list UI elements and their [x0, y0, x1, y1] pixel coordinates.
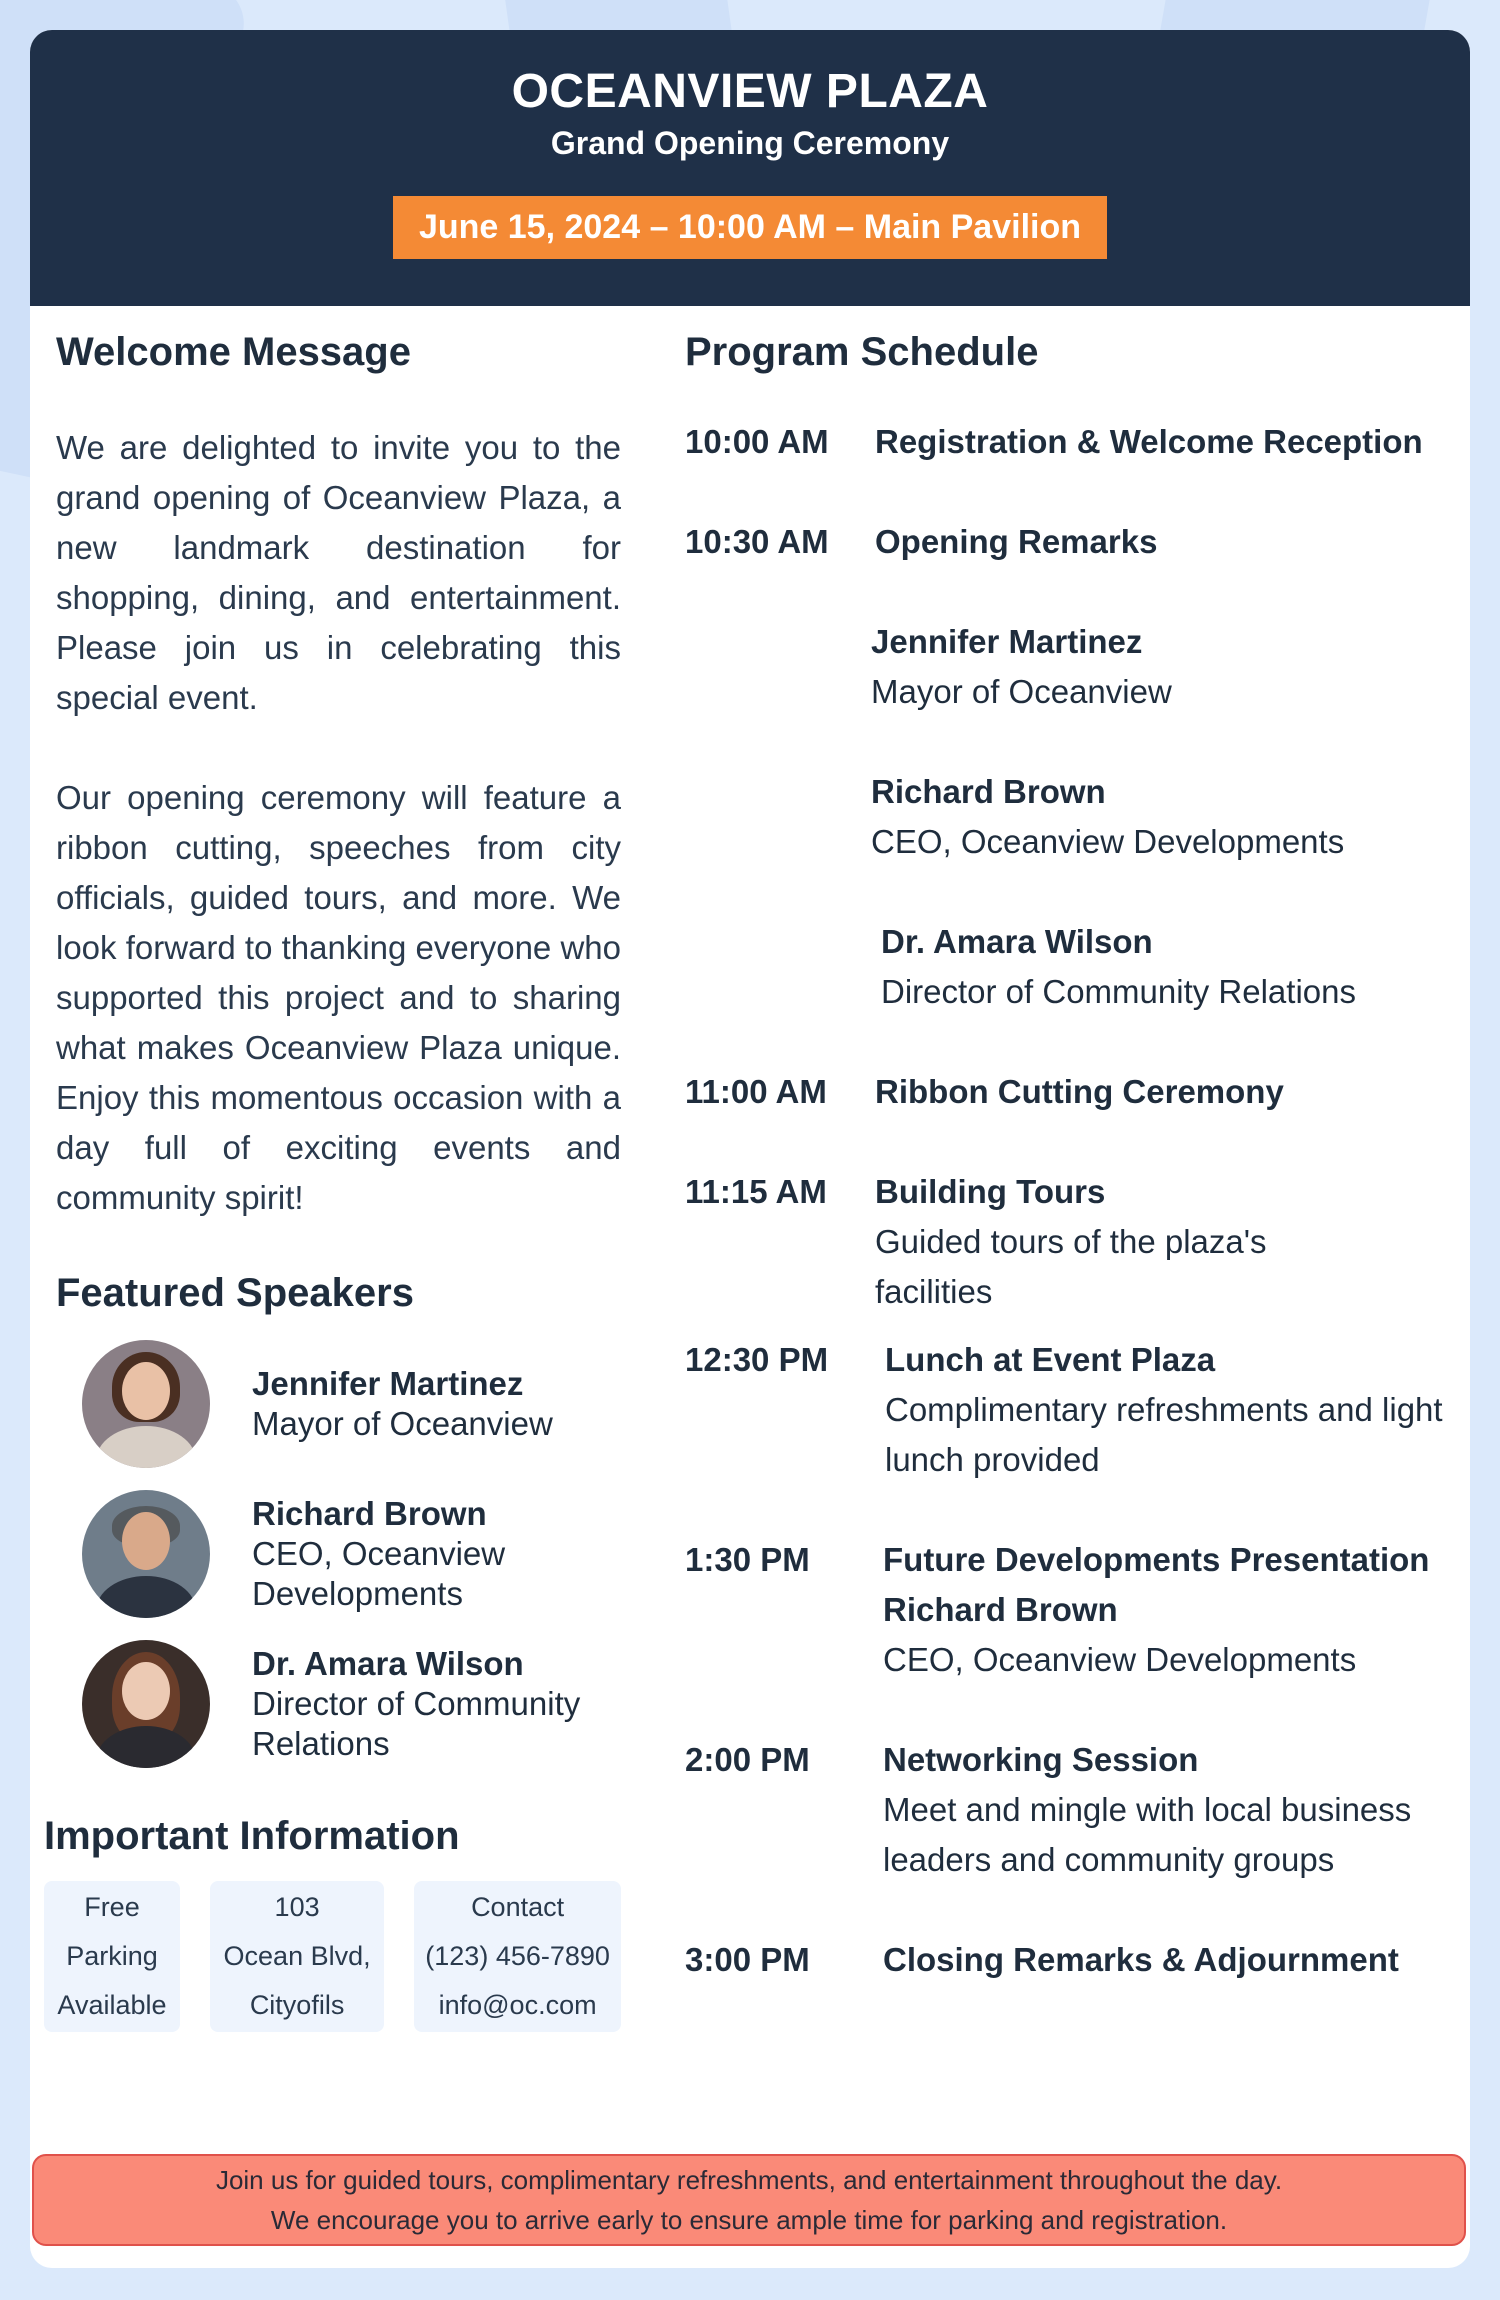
left-column — [44, 330, 621, 2032]
schedule-time: 10:00 AM — [685, 423, 829, 460]
schedule-time: 11:00 AM — [685, 1073, 827, 1110]
schedule-item — [685, 1935, 1465, 1985]
schedule-time: 10:30 AM — [685, 523, 829, 560]
email-address: info@oc.com — [438, 1990, 597, 2020]
speaker-name: Dr. Amara Wilson — [252, 1645, 524, 1682]
speaker-role: Director of Community Relations — [252, 1685, 581, 1762]
speaker-name: Richard Brown — [252, 1495, 487, 1532]
schedule-speaker-role: Mayor of Oceanview — [871, 673, 1172, 710]
footer-line: Join us for guided tours, complimentary refreshments, and entertainment throughout the day. — [215, 2165, 1283, 2195]
schedule-speaker — [685, 917, 1465, 1017]
speaker-role: CEO, Oceanview Developments — [252, 1535, 506, 1612]
schedule-speaker-name: Richard Brown — [871, 773, 1106, 810]
schedule-description: Complimentary refreshments and light lunch provided — [885, 1391, 1443, 1478]
schedule-item — [685, 1067, 1465, 1117]
schedule-description: Guided tours of the plaza's facilities — [875, 1223, 1267, 1310]
schedule-title: Building Tours — [875, 1173, 1106, 1210]
speakers-heading: Featured Speakers — [56, 1271, 414, 1315]
avatar — [82, 1340, 210, 1468]
info-heading: Important Information — [44, 1814, 460, 1858]
schedule-speaker — [685, 767, 1465, 867]
schedule-heading: Program Schedule — [685, 330, 1039, 374]
schedule-time: 1:30 PM — [685, 1541, 810, 1578]
footer-line: We encourage you to arrive early to ensure ample time for parking and registration. — [270, 2205, 1228, 2235]
welcome-paragraph: Our opening ceremony will feature a ribbon cutting, speeches from city officials, guided tours, and more. We look forward to thanking everyone who supported this project and to sharing what makes Oceanview Plaza unique. Enjoy this momentous occasion with a day full of exciting events and community spirit! — [56, 779, 621, 1216]
schedule-time: 12:30 PM — [685, 1341, 829, 1378]
schedule-speaker-role: CEO, Oceanview Developments — [883, 1641, 1357, 1678]
schedule-time: 3:00 PM — [685, 1941, 810, 1978]
schedule-speaker-name: Jennifer Martinez — [871, 623, 1143, 660]
schedule-item — [685, 1167, 1465, 1317]
schedule-title: Lunch at Event Plaza — [885, 1341, 1216, 1378]
avatar — [82, 1490, 210, 1618]
parking-info: Free Parking Available — [44, 1881, 180, 2032]
right-column — [685, 330, 1465, 1985]
schedule-time: 2:00 PM — [685, 1741, 810, 1778]
schedule-title: Ribbon Cutting Ceremony — [875, 1073, 1284, 1110]
invitation-card — [30, 30, 1470, 2268]
schedule-item — [685, 1535, 1465, 1685]
schedule-time: 11:15 AM — [685, 1173, 827, 1210]
schedule-description: Meet and mingle with local business leaders and community groups — [883, 1791, 1412, 1878]
speakers-list — [56, 1340, 621, 1768]
schedule-speaker-name: Richard Brown — [883, 1591, 1118, 1628]
welcome-section — [56, 330, 621, 1223]
schedule-title: Future Developments Presentation — [883, 1541, 1430, 1578]
schedule-item — [685, 1335, 1465, 1485]
address-info: 103 Ocean Blvd, Cityofils — [210, 1881, 384, 2032]
avatar — [82, 1640, 210, 1768]
schedule-title: Opening Remarks — [875, 523, 1158, 560]
schedule-speaker — [685, 617, 1465, 717]
event-title: OCEANVIEW PLAZA — [511, 65, 989, 118]
speaker-name: Jennifer Martinez — [252, 1365, 524, 1402]
schedule-item — [685, 1735, 1465, 1885]
welcome-paragraph: We are delighted to invite you to the grand opening of Oceanview Plaza, a new landmark destination for shopping, dining, and entertainment. Please join us in celebrating this special event. — [56, 429, 621, 716]
welcome-heading: Welcome Message — [56, 330, 411, 374]
schedule-speaker-name: Dr. Amara Wilson — [881, 923, 1153, 960]
schedule-title: Closing Remarks & Adjournment — [883, 1941, 1399, 1978]
schedule-title: Registration & Welcome Reception — [875, 423, 1423, 460]
speaker-card — [56, 1640, 621, 1768]
schedule-speaker-role: Director of Community Relations — [881, 973, 1356, 1010]
info-boxes — [44, 1881, 621, 2032]
footer-banner — [32, 2154, 1466, 2246]
speaker-role: Mayor of Oceanview — [252, 1405, 553, 1442]
header — [30, 30, 1470, 306]
schedule-speaker-role: CEO, Oceanview Developments — [871, 823, 1345, 860]
event-subtitle: Grand Opening Ceremony — [550, 125, 950, 161]
date-badge: June 15, 2024 – 10:00 AM – Main Pavilion — [393, 196, 1107, 259]
schedule-title: Networking Session — [883, 1741, 1199, 1778]
speaker-card — [56, 1340, 621, 1468]
speaker-card — [56, 1490, 621, 1618]
contact-info: Contact (123) 456-7890 info@oc.com — [414, 1881, 621, 2032]
schedule-item — [685, 417, 1465, 467]
phone-number: (123) 456-7890 — [425, 1941, 610, 1971]
schedule-item — [685, 517, 1465, 567]
